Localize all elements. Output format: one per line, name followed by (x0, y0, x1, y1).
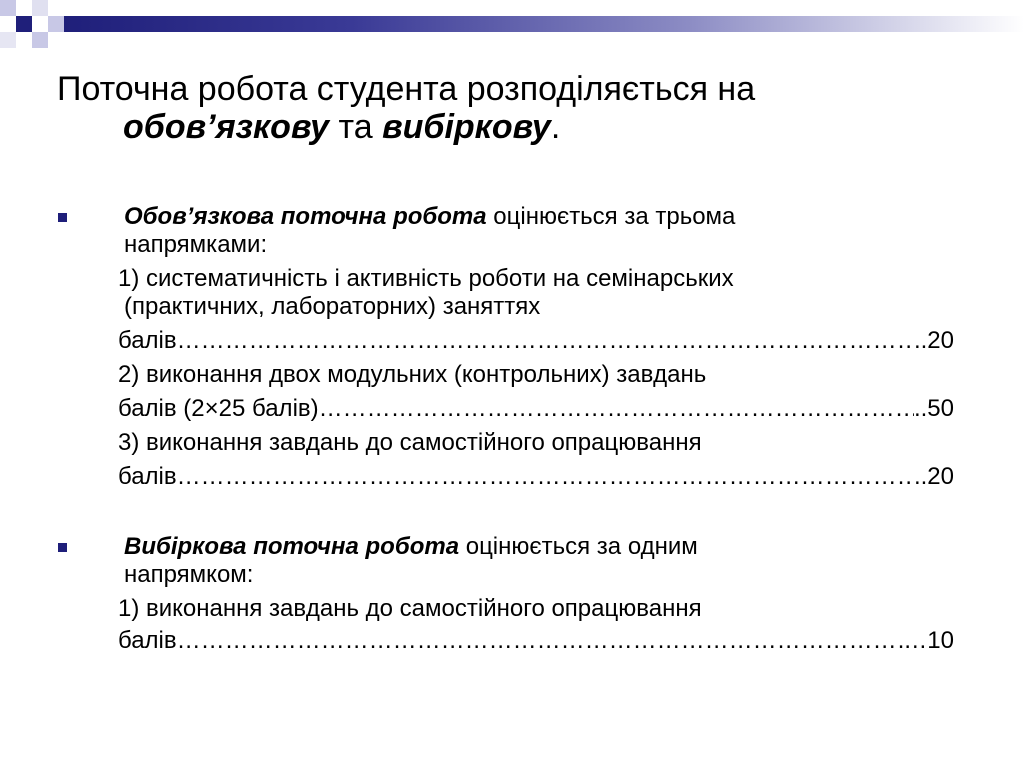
score-value: ..20 (913, 463, 954, 490)
score-value: …10 (903, 627, 954, 654)
dot-leader (319, 395, 914, 423)
score-label: балів (118, 627, 177, 654)
elective-item-1 (118, 595, 958, 623)
mandatory-item-3-line-1: 3) виконання завдань до самостійного опрацювання (118, 429, 702, 456)
bullet-square-icon (58, 213, 67, 222)
header-gradient-bar (64, 16, 1024, 32)
header-decor-square (16, 16, 32, 32)
header-decor-square (64, 0, 80, 16)
mandatory-item-1-line-1: 1) систематичність і активність роботи на семінарських (118, 265, 734, 292)
header-decor-square (0, 32, 16, 48)
title-elective-word: вибіркову (382, 108, 551, 146)
elective-text-2: напрямком: (124, 561, 254, 588)
elective-heading-paragraph (124, 533, 884, 589)
title-period: . (550, 108, 561, 146)
header-decor-square (16, 0, 32, 16)
mandatory-item-1-line-2: (практичних, лабораторних) заняттях (124, 293, 541, 320)
dot-leader (177, 463, 914, 491)
elective-heading: Вибіркова поточна робота (124, 533, 460, 560)
mandatory-item-2 (118, 361, 958, 389)
elective-text: оцінюється за одним (459, 533, 698, 560)
mandatory-item-1-score (118, 327, 954, 355)
score-value: ..20 (913, 327, 954, 354)
title-line-2 (57, 108, 957, 146)
mandatory-text: оцінюється за трьома (486, 203, 736, 230)
score-value: ..50 (913, 395, 954, 422)
score-label: балів (2×25 балів) (118, 395, 319, 422)
header-decor-square (32, 32, 48, 48)
dot-leader (177, 327, 914, 355)
elective-item-1-score (118, 627, 954, 655)
score-label: балів (118, 327, 177, 354)
title-mandatory-word: обов’язкову (123, 108, 330, 146)
dot-leader (177, 627, 904, 655)
title-line-1: Поточна робота студента розподіляється на (57, 70, 756, 108)
mandatory-item-2-score (118, 395, 954, 423)
mandatory-heading-paragraph (124, 203, 884, 259)
mandatory-item-3 (118, 429, 958, 457)
slide-title (57, 70, 957, 146)
title-connector: та (329, 108, 383, 146)
mandatory-item-2-line-1: 2) виконання двох модульних (контрольних) завдань (118, 361, 707, 388)
mandatory-item-3-score (118, 463, 954, 491)
mandatory-heading: Обов’язкова поточна робота (124, 203, 487, 230)
score-label: балів (118, 463, 177, 490)
header-decor-square (48, 16, 64, 32)
header-decor-square (0, 0, 16, 16)
mandatory-item-1 (118, 265, 958, 321)
elective-item-1-line-1: 1) виконання завдань до самостійного опрацювання (118, 595, 702, 622)
bullet-square-icon (58, 543, 67, 552)
header-decor-square (32, 0, 48, 16)
mandatory-text-2: напрямками: (124, 231, 268, 258)
